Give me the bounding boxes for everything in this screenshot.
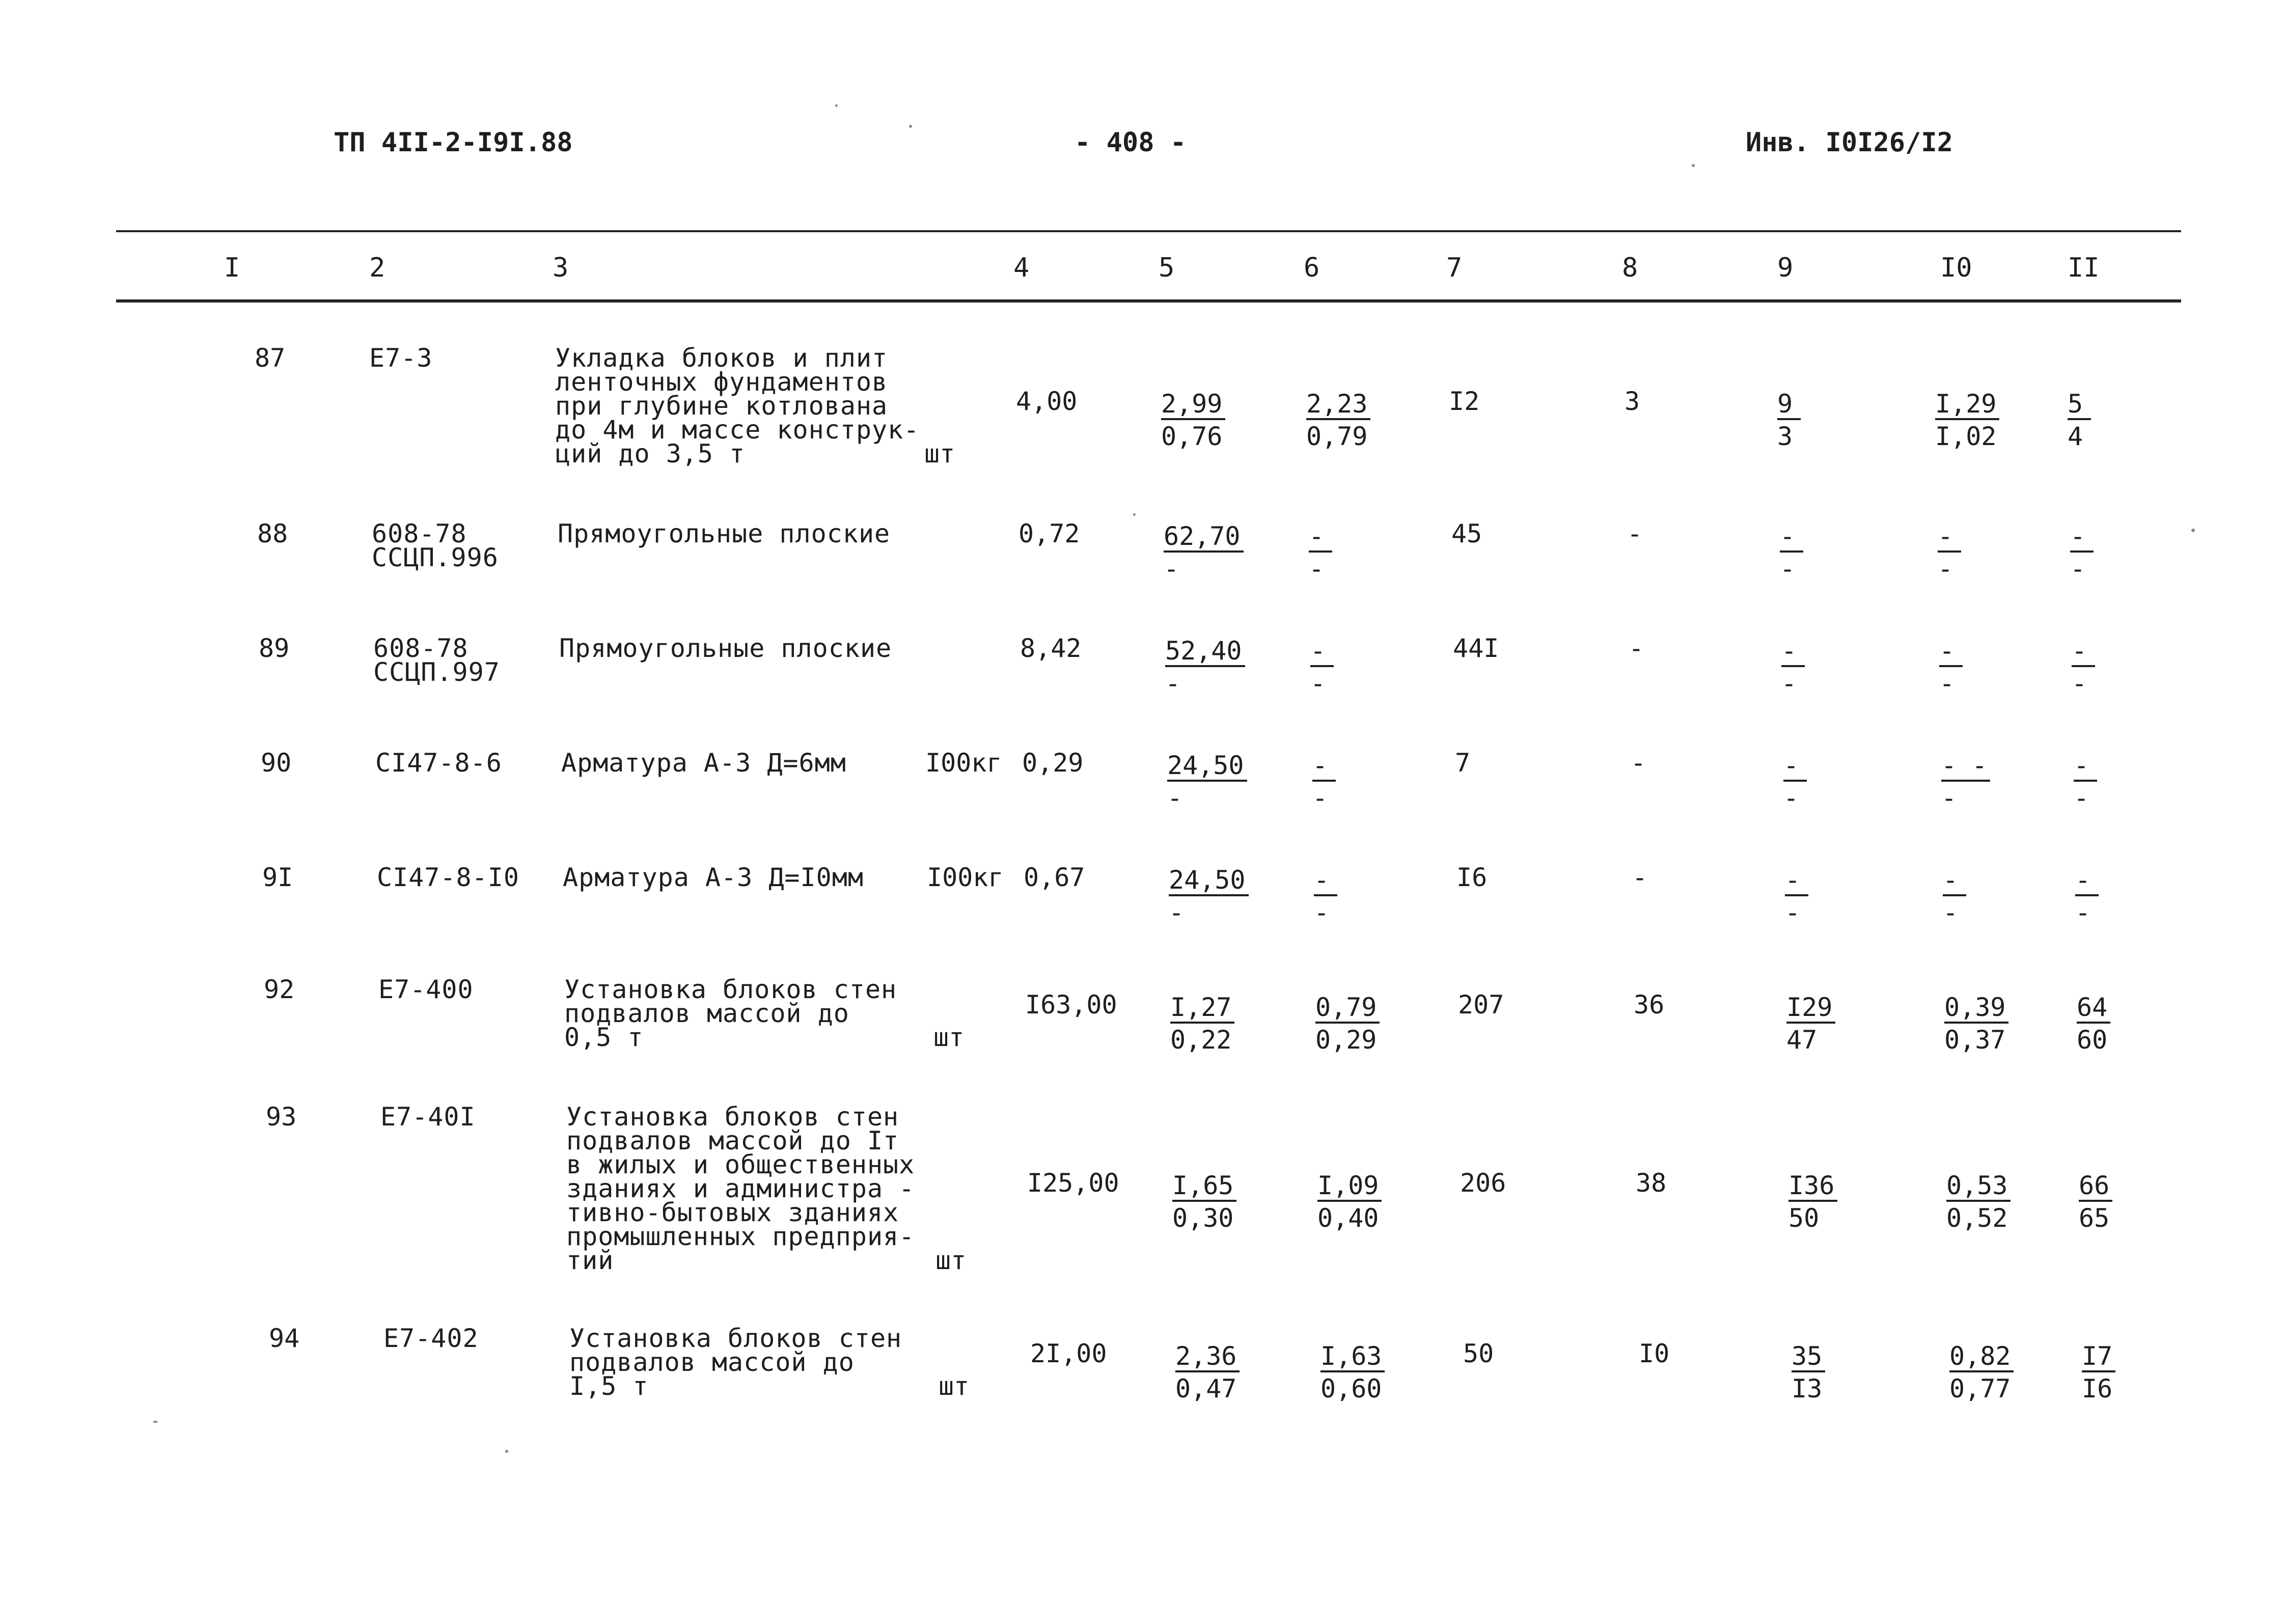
fraction-numerator: I,63 [1320,1342,1385,1372]
code-line: 608-78 [373,634,469,663]
column-9-value [1780,522,1803,583]
quantity: 0,72 [1018,519,1080,548]
fraction-denominator: - [1938,554,1953,584]
column-number-5: 5 [1159,253,1175,283]
fraction-denominator: - [1783,783,1799,813]
description-line: Прямоугольные плоские [558,519,891,548]
fraction-denominator: - [1785,898,1801,927]
column-7-value: 206 [1460,1168,1506,1198]
fraction-numerator: 2,99 [1161,390,1225,420]
description-line: Арматура А-3 Д=6мм [561,748,846,778]
fraction-denominator: - [2072,669,2087,698]
description-line: Прямоугольные плоские [559,634,892,663]
unit-of-measure: I00кг [925,748,1002,778]
description-line: тивно-бытовых зданиях [566,1198,899,1227]
scan-speck [505,1450,508,1453]
fraction-numerator: 0,39 [1944,993,2008,1024]
fraction-denominator: - [1781,669,1797,698]
fraction-numerator: I36 [1788,1171,1837,1202]
column-10-value [1944,993,2008,1054]
code-line: Е7-40I [380,1102,476,1132]
column-8-value: I0 [1639,1339,1670,1368]
fraction-denominator: 0,40 [1317,1203,1379,1233]
description-line: Укладка блоков и плит [555,343,888,373]
fraction-denominator: 0,52 [1946,1203,2008,1233]
inventory-number: Инв. I0I26/I2 [1746,127,1953,158]
column-11-value [2079,1171,2112,1232]
fraction-numerator: 0,79 [1315,993,1380,1024]
table-header-rule [116,299,2181,302]
fraction-denominator: - [1943,898,1959,927]
column-7-value: 44I [1453,634,1499,663]
column-7-value: I2 [1449,387,1480,416]
fraction-numerator: - [2072,637,2095,667]
scan-speck [909,125,912,128]
quantity: 2I,00 [1030,1339,1107,1368]
column-9-value [1783,751,1807,812]
column-7-value: 50 [1463,1339,1494,1368]
resource-code [380,1102,476,1132]
description-line: тий [566,1246,614,1275]
column-5-value [1169,866,1249,927]
resource-code [377,863,519,892]
column-6-value [1320,1342,1385,1403]
column-10-value [1949,1342,2014,1403]
fraction-denominator: - [1939,669,1955,698]
work-description [559,634,892,663]
column-8-value: - [1627,519,1643,548]
column-5-value [1170,993,1234,1054]
work-description [569,1324,902,1401]
fraction-numerator: 24,50 [1167,751,1247,782]
fraction-numerator: I,65 [1172,1171,1236,1202]
fraction-numerator: - [1938,522,1961,553]
fraction-numerator: - - [1941,751,1990,782]
column-number-7: 7 [1446,253,1463,283]
column-5-value [1164,522,1244,583]
description-line: зданиях и администра - [566,1174,915,1203]
fraction-denominator: 50 [1788,1203,1820,1233]
fraction-numerator: 35 [1792,1342,1825,1372]
fraction-denominator: - [1309,554,1325,584]
column-9-value [1788,1171,1837,1232]
code-line: 608-78 [372,519,467,548]
fraction-denominator: 0,60 [1320,1374,1382,1403]
code-line: Е7-402 [383,1324,479,1353]
column-number-9: 9 [1777,253,1794,283]
scan-speck [1133,513,1136,516]
column-9-value [1785,866,1808,927]
fraction-numerator: - [1943,866,1966,896]
resource-code [373,634,500,687]
column-9-value [1786,993,1835,1054]
column-7-value: I6 [1456,863,1488,892]
quantity: I25,00 [1027,1168,1119,1198]
description-line: в жилых и общественных [566,1150,915,1179]
code-line: ССЦП.997 [373,657,500,687]
fraction-numerator: - [1309,522,1332,553]
column-7-value: 7 [1455,748,1471,778]
description-line: 0,5 т [564,1023,644,1052]
description-line: I,5 т [569,1371,649,1401]
fraction-numerator: I,09 [1317,1171,1382,1202]
column-6-value [1315,993,1380,1054]
fraction-denominator: 0,29 [1315,1025,1377,1055]
fraction-denominator: I3 [1792,1374,1823,1403]
row-number: 88 [257,519,288,548]
unit-of-measure: шт [939,1371,970,1401]
table-top-rule [116,230,2181,232]
description-line: подвалов массой до Iт [566,1126,899,1155]
fraction-numerator: 2,36 [1175,1342,1240,1372]
description-line: при глубине котлована [555,391,888,421]
column-6-value [1310,637,1334,698]
column-number-8: 8 [1622,253,1638,283]
quantity: 0,29 [1022,748,1084,778]
column-6-value [1306,390,1370,451]
fraction-numerator: 0,53 [1946,1171,2011,1202]
code-line: СI47-8-I0 [377,863,519,892]
column-11-value [2077,993,2110,1054]
fraction-denominator: 47 [1786,1025,1818,1055]
fraction-numerator: - [1781,637,1805,667]
scan-speck [153,1421,158,1423]
column-5-value [1165,637,1245,698]
quantity: 8,42 [1020,634,1082,663]
work-description [564,975,897,1052]
scan-speck [1692,164,1695,167]
document-code: ТП 4II-2-I9I.88 [334,127,573,158]
row-number: 93 [266,1102,297,1132]
fraction-numerator: 2,23 [1306,390,1370,420]
fraction-denominator: 0,22 [1170,1025,1232,1055]
fraction-numerator: 62,70 [1164,522,1244,553]
description-line: до 4м и массе конструк- [555,415,920,445]
fraction-denominator: - [2070,554,2086,584]
resource-code [369,343,433,373]
code-line: Е7-400 [378,975,474,1004]
column-8-value: - [1632,863,1648,892]
column-5-value [1172,1171,1236,1232]
column-number-3: 3 [553,253,569,283]
fraction-numerator: - [2074,751,2097,782]
column-8-value: 38 [1636,1168,1667,1198]
fraction-numerator: I,29 [1935,390,1999,420]
column-number-11: II [2068,253,2100,283]
fraction-numerator: - [2075,866,2099,896]
column-10-value [1943,866,1966,927]
fraction-denominator: 0,77 [1949,1374,2011,1403]
column-10-value [1946,1171,2011,1232]
fraction-denominator: - [1312,783,1328,813]
scan-speck [2191,529,2195,532]
column-7-value: 207 [1458,990,1504,1020]
column-8-value: - [1631,748,1646,778]
column-9-value [1792,1342,1825,1403]
fraction-denominator: - [1165,669,1181,698]
column-6-value [1312,751,1336,812]
unit-of-measure: шт [935,1246,967,1275]
column-6-value [1309,522,1332,583]
column-11-value [2082,1342,2115,1403]
column-10-value [1938,522,1961,583]
description-line: Установка блоков стен [564,975,897,1004]
fraction-denominator: - [2075,898,2091,927]
fraction-denominator: 0,47 [1175,1374,1237,1403]
column-6-value [1317,1171,1382,1232]
fraction-numerator: - [1312,751,1336,782]
column-number-2: 2 [369,253,386,283]
quantity: 4,00 [1016,387,1078,416]
fraction-denominator: - [1941,783,1957,813]
column-6-value [1314,866,1337,927]
work-description [566,1102,915,1275]
work-description [555,343,920,469]
column-10-value [1939,637,1963,698]
column-8-value: - [1629,634,1644,663]
fraction-denominator: 0,30 [1172,1203,1234,1233]
description-line: ленточных фундаментов [555,367,888,397]
fraction-denominator: - [2074,783,2089,813]
unit-of-measure: I00кг [927,863,1004,892]
fraction-denominator: 4 [2068,422,2083,451]
resource-code [372,519,499,572]
fraction-numerator: I7 [2082,1342,2115,1372]
description-line: Установка блоков стен [566,1102,899,1132]
fraction-denominator: - [1164,554,1179,584]
scan-speck [835,104,838,107]
fraction-denominator: 65 [2079,1203,2110,1233]
row-number: 87 [255,343,286,373]
row-number: 90 [261,748,292,778]
column-11-value [2075,866,2099,927]
row-number: 92 [264,975,295,1004]
fraction-numerator: 52,40 [1165,637,1245,667]
quantity: 0,67 [1024,863,1085,892]
fraction-denominator: - [1167,783,1183,813]
fraction-denominator: 0,79 [1306,422,1368,451]
unit-of-measure: шт [924,439,955,469]
description-line: Арматура А-3 Д=I0мм [563,863,864,892]
column-11-value [2074,751,2097,812]
resource-code [383,1324,479,1353]
fraction-denominator: 0,37 [1944,1025,2006,1055]
quantity: I63,00 [1025,990,1117,1020]
fraction-denominator: 0,76 [1161,422,1223,451]
column-5-value [1161,390,1225,451]
fraction-numerator: I,27 [1170,993,1234,1024]
column-9-value [1777,390,1801,451]
fraction-numerator: - [1314,866,1337,896]
description-line: промышленных предприя- [566,1222,915,1251]
fraction-denominator: I,02 [1935,422,1997,451]
unit-of-measure: шт [933,1023,965,1052]
column-number-10: I0 [1940,253,1972,283]
row-number: 9I [262,863,293,892]
column-8-value: 3 [1625,387,1640,416]
column-10-value [1941,751,1990,812]
work-description [558,519,891,548]
fraction-numerator: - [1785,866,1808,896]
fraction-numerator: - [1783,751,1807,782]
fraction-denominator: - [1314,898,1330,927]
code-line: Е7-3 [369,343,433,373]
fraction-numerator: 0,82 [1949,1342,2014,1372]
code-line: СI47-8-6 [375,748,502,778]
fraction-denominator: 60 [2077,1025,2108,1055]
fraction-numerator: - [1780,522,1803,553]
column-number-4: 4 [1013,253,1030,283]
description-line: подвалов массой до [564,999,849,1028]
column-5-value [1175,1342,1240,1403]
code-line: ССЦП.996 [372,543,499,572]
fraction-numerator: 66 [2079,1171,2112,1202]
column-number-6: 6 [1304,253,1320,283]
fraction-denominator: - [1169,898,1185,927]
fraction-denominator: - [1310,669,1326,698]
description-line: подвалов массой до [569,1347,855,1377]
fraction-denominator: 3 [1777,422,1793,451]
column-7-value: 45 [1451,519,1482,548]
fraction-numerator: - [1939,637,1963,667]
fraction-numerator: 24,50 [1169,866,1249,896]
resource-code [378,975,474,1004]
column-11-value [2070,522,2094,583]
fraction-denominator: I6 [2082,1374,2113,1403]
column-11-value [2068,390,2091,451]
row-number: 89 [259,634,290,663]
fraction-numerator: I29 [1786,993,1835,1024]
fraction-numerator: - [1310,637,1334,667]
description-line: Установка блоков стен [569,1324,902,1353]
fraction-denominator: - [1780,554,1796,584]
fraction-numerator: 64 [2077,993,2110,1024]
work-description [561,748,846,778]
resource-code [375,748,502,778]
page-number: - 408 - [1075,127,1187,158]
column-number-1: I [224,253,240,283]
column-10-value [1935,390,1999,451]
fraction-numerator: 5 [2068,390,2091,420]
row-number: 94 [269,1324,300,1353]
fraction-numerator: 9 [1777,390,1801,420]
column-9-value [1781,637,1805,698]
column-11-value [2072,637,2095,698]
column-8-value: 36 [1634,990,1665,1020]
fraction-numerator: - [2070,522,2094,553]
description-line: ций до 3,5 т [555,439,746,469]
column-5-value [1167,751,1247,812]
work-description [563,863,864,892]
